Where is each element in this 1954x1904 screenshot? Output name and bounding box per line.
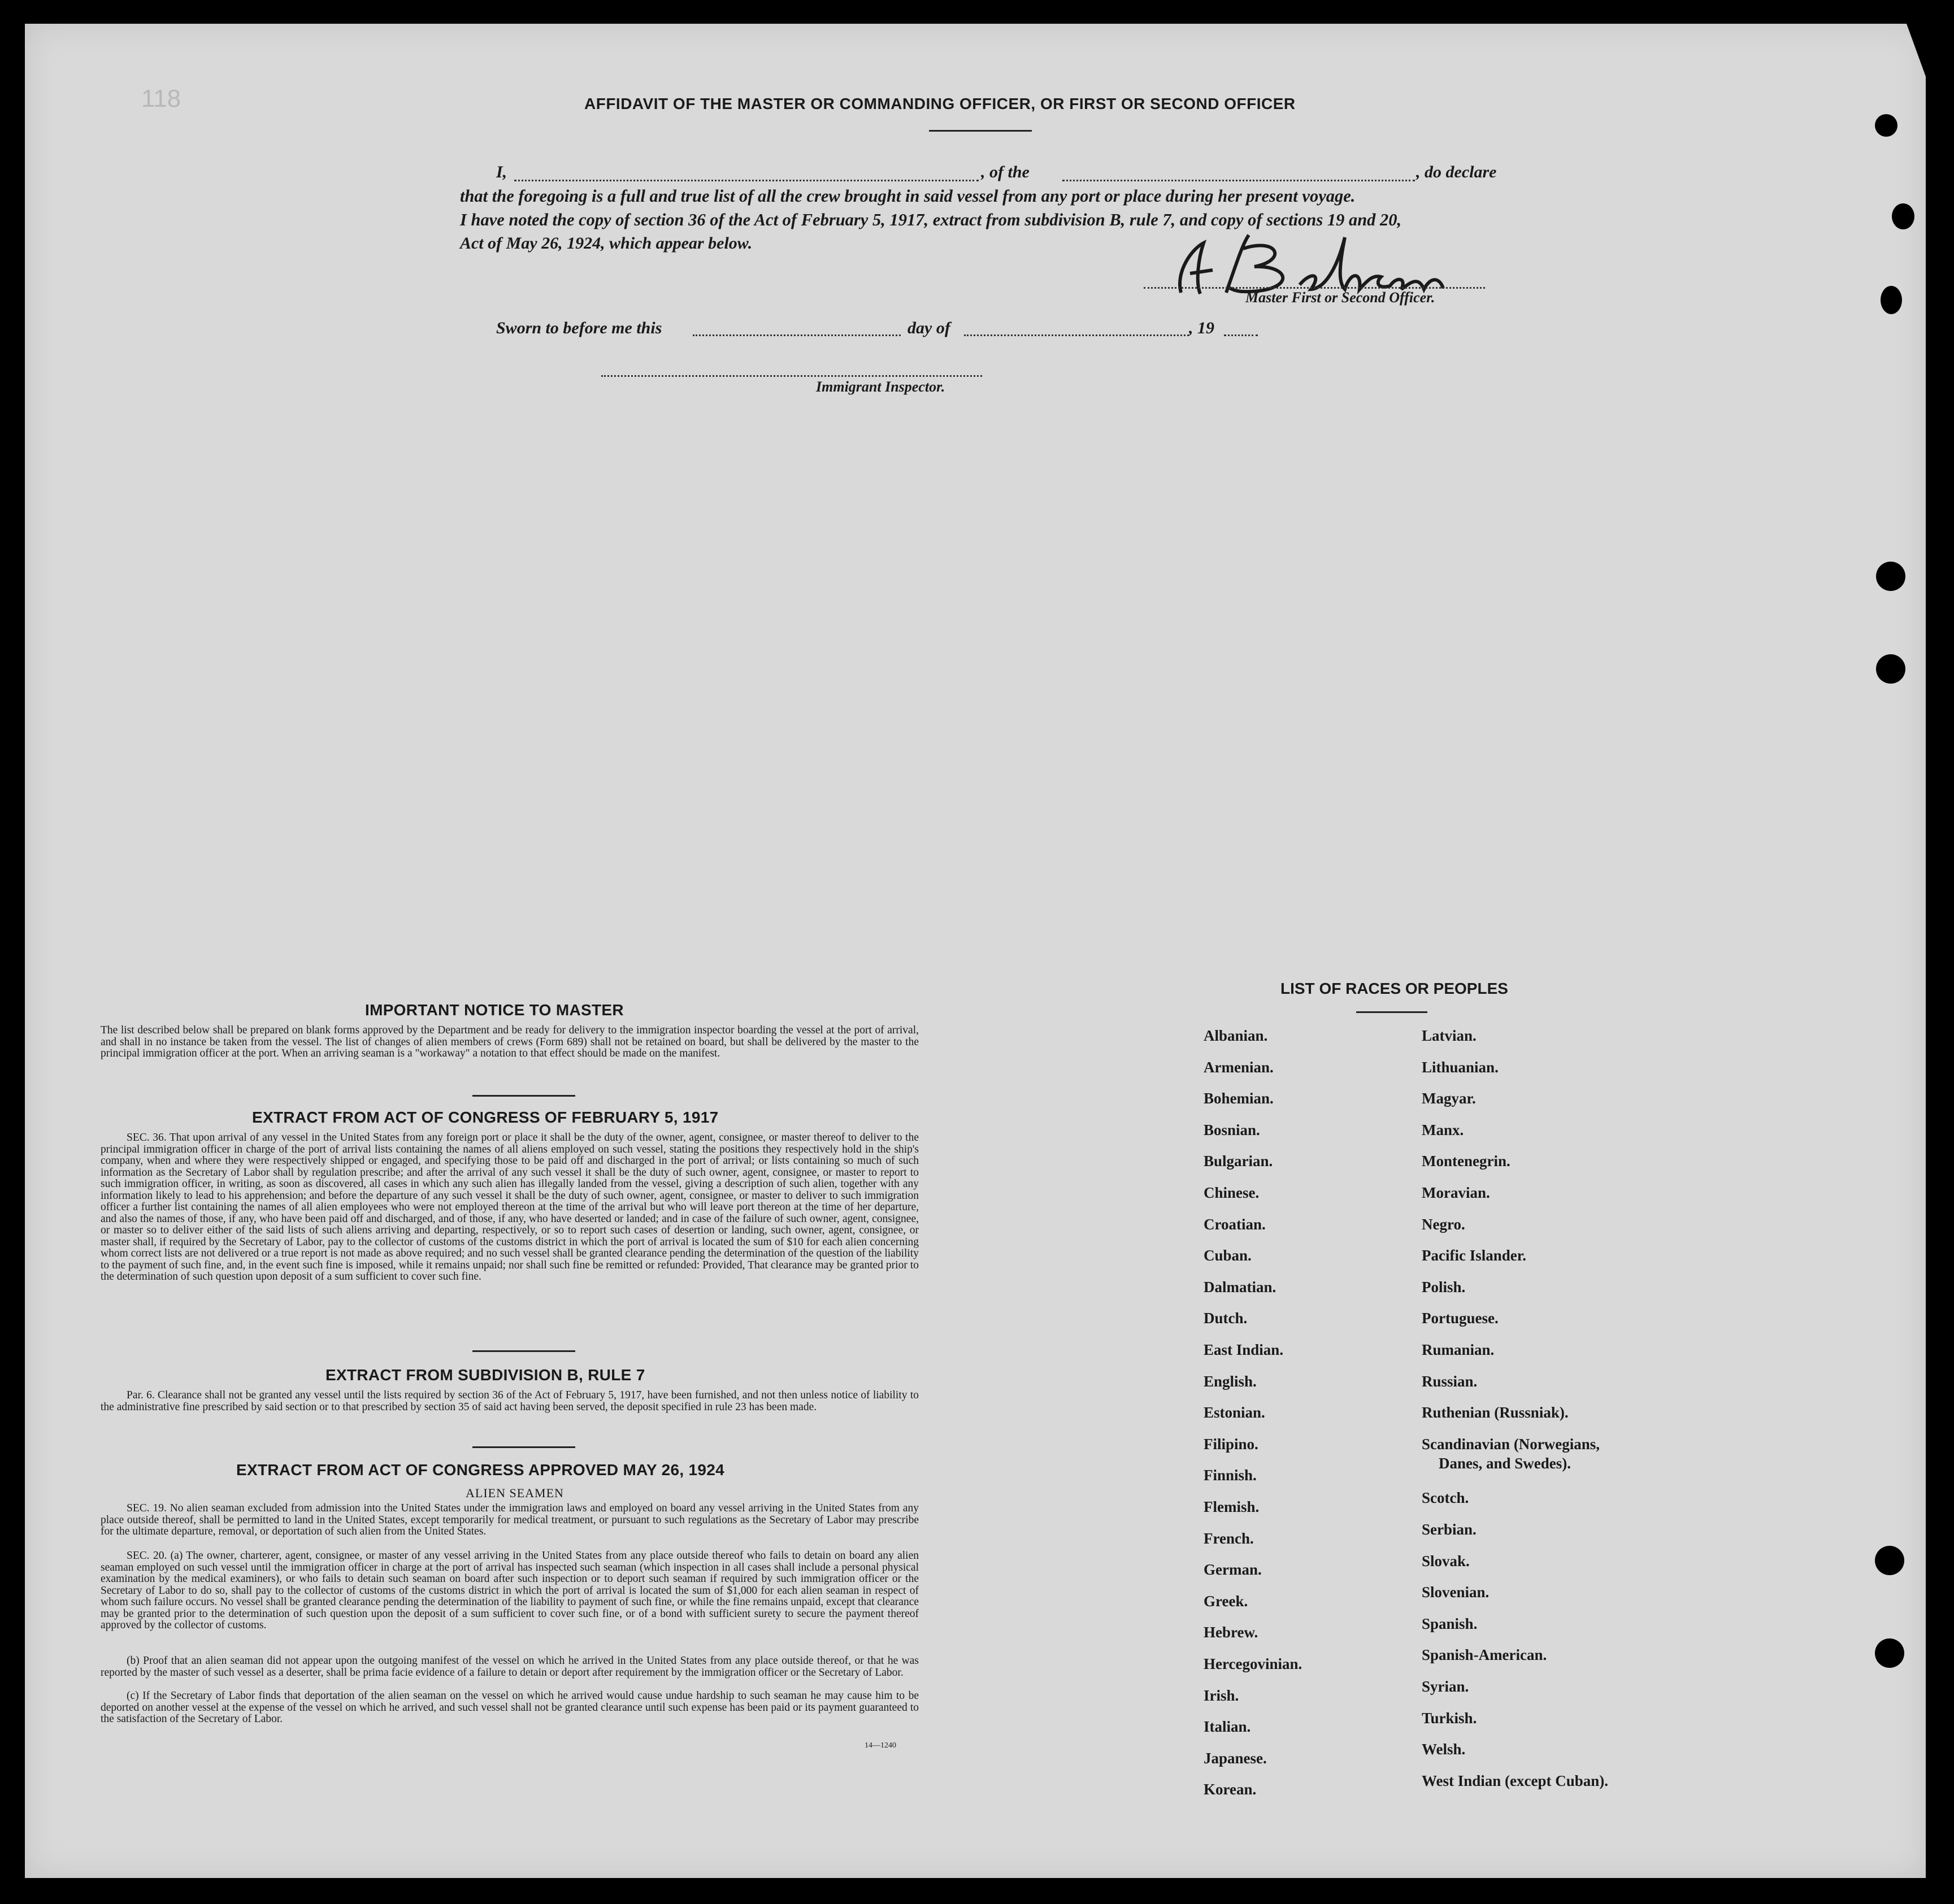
race-item: Danes, and Swedes). [1439, 1454, 1571, 1472]
extract-1924-sec20b: (b) Proof that an alien seaman did not appear upon the outgoing manifest of the vessel on which he arrived in the United States from any place outside thereof, or that he was reported by the master of such vessel as a deserter, shall be prima facie evidence of a failure to detain or deport after requirement by the immigration officer or the Secretary of Labor. [101, 1655, 919, 1679]
race-item: Irish. [1204, 1686, 1239, 1704]
affidavit-do-declare: , do declare [1416, 163, 1497, 181]
race-item: Slovak. [1422, 1552, 1470, 1570]
affidavit-title-rule [929, 130, 1032, 132]
race-item: Korean. [1204, 1781, 1257, 1798]
sworn-year-blank [1224, 334, 1258, 336]
race-item: Hercegovinian. [1204, 1655, 1302, 1672]
race-item: Ruthenian (Russniak). [1422, 1404, 1569, 1422]
race-item: French. [1204, 1529, 1254, 1547]
race-item: Japanese. [1204, 1749, 1267, 1767]
race-item: Bohemian. [1204, 1090, 1274, 1107]
race-item: Filipino. [1204, 1435, 1258, 1453]
affidavit-of-the: , of the [981, 163, 1030, 181]
race-item: Portuguese. [1422, 1310, 1499, 1327]
affidavit-line-4: Act of May 26, 1924, which appear below. [460, 234, 753, 253]
rule-7-title: EXTRACT FROM SUBDIVISION B, RULE 7 [325, 1366, 645, 1384]
affidavit-i: I, [496, 163, 507, 181]
punch-hole [1875, 1546, 1904, 1575]
punch-hole [1881, 286, 1902, 314]
punch-hole [1892, 203, 1914, 229]
races-title: LIST OF RACES OR PEOPLES [1280, 980, 1508, 997]
race-item: Spanish-American. [1422, 1646, 1547, 1664]
race-item: Russian. [1422, 1372, 1478, 1390]
race-item: German. [1204, 1561, 1262, 1579]
race-item: Dutch. [1204, 1310, 1248, 1327]
sworn-prefix: Sworn to before me this [496, 319, 662, 337]
extract-1917-rule [472, 1350, 575, 1352]
race-item: Pacific Islander. [1422, 1247, 1526, 1264]
punch-hole [1876, 654, 1905, 684]
rule-7-body: Par. 6. Clearance shall not be granted any vessel until the lists required by section 36 of the Act of February 5, 1917, have been furnished, and not then unless notice of liability to the administrative fine prescribed by said section or to that prescribed by section 35 of said act having been served, the deposit specified in rule 23 has been made. [101, 1389, 919, 1413]
race-item: Moravian. [1422, 1184, 1490, 1201]
race-item: Cuban. [1204, 1247, 1252, 1264]
notice-body: The list described below shall be prepared on blank forms approved by the Department and be ready for delivery to the immigration inspector boarding the vessel at the port of arrival, and shall in no instance be taken from the vessel. The list of changes of alien members of crews (Form 689) shall not be retained on board, but shall be delivered by the master to the principal immigration officer at the port. When an arriving seaman is a "workaway" a notation to that effect should be made on the manifest. [101, 1024, 919, 1059]
race-item: Greek. [1204, 1592, 1248, 1610]
form-code: 14—1240 [865, 1741, 896, 1750]
inspector-line [601, 375, 982, 377]
race-item: Italian. [1204, 1718, 1251, 1736]
race-item: Manx. [1422, 1121, 1464, 1138]
race-item: Welsh. [1422, 1741, 1466, 1758]
race-item: Estonian. [1204, 1404, 1265, 1422]
vessel-blank [1062, 180, 1415, 181]
signature-caption: Master First or Second Officer. [1245, 289, 1435, 306]
race-item: Lithuanian. [1422, 1058, 1499, 1076]
sworn-year: , 19 [1189, 319, 1214, 337]
extract-1924-sec20c: (c) If the Secretary of Labor finds that deportation of the alien seaman on the vessel on which he arrived would cause undue hardship to such seaman he may cause him to be deported on another vessel at the expense of the vessel on which he arrived, and such vessel shall not be granted clearance until such expense has been paid or its payment guaranteed to the satisfaction of the Secretary of Labor. [101, 1690, 919, 1725]
extract-1924-title: EXTRACT FROM ACT OF CONGRESS APPROVED MAY 26, 1924 [236, 1461, 724, 1479]
race-item: Albanian. [1204, 1027, 1268, 1044]
race-item: Magyar. [1422, 1090, 1476, 1107]
extract-1924-sec20a: SEC. 20. (a) The owner, charterer, agent, consignee, or master of any vessel arriving in the United States from any place outside thereof who fails to detain on board any alien seaman employed on such vessel until the immigration officer in charge at the port of arrival has inspected such seaman (which inspection in all cases shall include a personal physical examination by the medical examiners), or who fails to detain such seaman on board after such inspection or to deport such seaman if required by such immigration officer or the Secretary of Labor to do so, shall pay to the collector of customs of the customs district in which the port of arrival is located the sum of $1,000 for each alien seaman in respect of whom such failure occurs. No vessel shall be granted clearance pending the determination of the liability to payment of such fine, or while the fine remains unpaid, except that clearance may be granted prior to the determination of such question upon the deposit of a sum sufficient to cover such fine, or of a bond with sufficient surety to secure the payment thereof approved by the collector of customs. [101, 1550, 919, 1631]
race-item: Scandinavian (Norwegians, [1422, 1435, 1600, 1453]
race-item: West Indian (except Cuban). [1422, 1772, 1609, 1789]
rule-7-rule [472, 1446, 575, 1448]
race-item: Hebrew. [1204, 1624, 1258, 1641]
affidavit-line-2: that the foregoing is a full and true list of all the crew brought in said vessel from any port or place during her present voyage. [460, 186, 1356, 206]
extract-1924-sec19: SEC. 19. No alien seaman excluded from admission into the United States under the immigration laws and employed on board any vessel arriving in the United States from any place outside thereof, shall be permitted to land in the United States, except temporarily for medical treatment, or pursuant to such regulations as the Secretary of Labor may prescribe for the ultimate departure, removal, or deportation of such alien from the United States. [101, 1502, 919, 1537]
race-item: Armenian. [1204, 1058, 1274, 1076]
race-item: Bulgarian. [1204, 1153, 1273, 1170]
race-item: English. [1204, 1372, 1257, 1390]
punch-hole [1875, 1638, 1904, 1668]
affidavit-title: AFFIDAVIT OF THE MASTER OR COMMANDING OFFICER, OR FIRST OR SECOND OFFICER [584, 95, 1296, 112]
race-item: Negro. [1422, 1215, 1465, 1233]
name-blank [514, 180, 979, 181]
extract-1924-subtitle: ALIEN SEAMEN [466, 1486, 564, 1500]
sworn-date-blank [693, 334, 901, 336]
race-item: East Indian. [1204, 1341, 1284, 1358]
race-item: Croatian. [1204, 1215, 1266, 1233]
sworn-day-of: day of [907, 319, 950, 337]
race-item: Montenegrin. [1422, 1153, 1510, 1170]
race-item: Rumanian. [1422, 1341, 1495, 1358]
race-item: Scotch. [1422, 1489, 1469, 1507]
extract-1917-body: SEC. 36. That upon arrival of any vessel in the United States from any foreign port or place it shall be the duty of the owner, agent, consignee, or master thereof to deliver to the principal immigration officer in charge of the port of arrival lists containing the names of all aliens employed on such vessel, stating the positions they respectively hold in the ship's company, when and where they were respectively shipped or engaged, and specifying those to be paid off and discharged in the port of arrival; or lists containing so much of such information as the Secretary of Labor shall by regulation prescribe; and after the arrival of any such vessel it shall be the duty of such owner, agent, consignee, or master to report to such immigration officer, in writing, as soon as discovered, all cases in which any such alien has illegally landed from the vessel, giving a description of such alien, together with any information likely to lead to his apprehension; and before the departure of any such vessel it shall be the duty of such owner, agent, consignee, or master to deliver to such immigration officer a further list containing the names of all alien employees who were not employed thereon at the time of the arrival but who will leave port thereon at the time of her departure, and also the names of those, if any, who have been paid off and discharged, and of those, if any, who have deserted or landed; and in case of the failure of such owner, agent, consignee, or master so to deliver either of the said lists of such aliens arriving and departing, respectively, or so to report such cases of desertion or landing, such owner, agent, consignee, or master shall, if required by the Secretary of Labor, pay to the collector of customs of the customs district in which the port of arrival is located the sum of $10 for each alien concerning whom correct lists are not delivered or a true report is not made as above required; and no such vessel shall be granted clearance pending the determination of the question of the liability to the payment of such fine, and, in the event such fine is imposed, while it remains unpaid; nor shall such fine be remitted or refunded: Provided, That clearance may be granted prior to the determination of such question upon deposit of a sum sufficient to cover such fine. [101, 1132, 919, 1283]
inspector-caption: Immigrant Inspector. [816, 379, 945, 395]
race-item: Latvian. [1422, 1027, 1477, 1044]
race-item: Spanish. [1422, 1615, 1478, 1632]
race-item: Serbian. [1422, 1521, 1477, 1538]
notice-title: IMPORTANT NOTICE TO MASTER [365, 1001, 624, 1019]
notice-rule [472, 1095, 575, 1097]
race-item: Dalmatian. [1204, 1278, 1276, 1296]
race-item: Chinese. [1204, 1184, 1260, 1201]
races-title-rule [1356, 1011, 1427, 1013]
race-item: Finnish. [1204, 1467, 1257, 1484]
page-corner [1907, 24, 1929, 86]
race-item: Flemish. [1204, 1498, 1260, 1515]
race-item: Polish. [1422, 1278, 1466, 1296]
punch-hole [1875, 114, 1897, 137]
extract-1917-title: EXTRACT FROM ACT OF CONGRESS OF FEBRUARY 5, 1917 [252, 1109, 719, 1126]
race-item: Syrian. [1422, 1678, 1469, 1695]
margin-number: 118 [141, 85, 181, 112]
race-item: Bosnian. [1204, 1121, 1260, 1138]
race-item: Turkish. [1422, 1709, 1477, 1727]
sworn-month-blank [964, 334, 1189, 336]
race-item: Slovenian. [1422, 1584, 1490, 1601]
punch-hole [1876, 562, 1905, 591]
signature-line [1144, 287, 1485, 289]
affidavit-line-3: I have noted the copy of section 36 of the Act of February 5, 1917, extract from subdivision B, rule 7, and copy of sections 19 and 20, [460, 210, 1402, 229]
